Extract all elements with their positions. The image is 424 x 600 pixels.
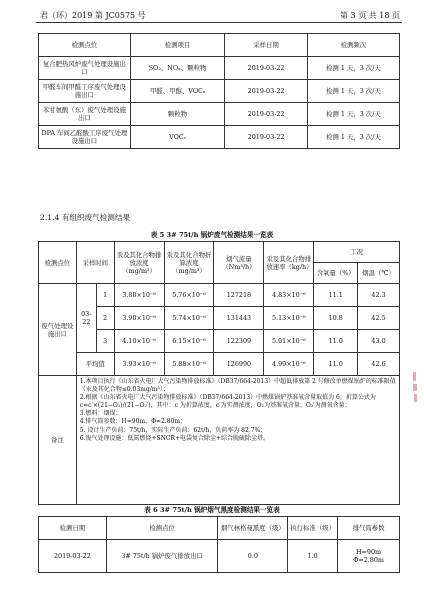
cell-site: 废气处理设施出口 <box>39 284 77 376</box>
th-condition: 工况 <box>314 242 400 263</box>
cell-date: 2019-03-22 <box>225 103 307 126</box>
th-stack-params: 排气筒参数 <box>338 517 400 540</box>
cell-oxygen: 11.0 <box>314 353 358 376</box>
cell-date: 03-22 <box>76 284 96 353</box>
cell-frequency: 检测 1 天，3 次/天 <box>307 57 399 80</box>
cell-flow: 126990 <box>214 353 264 376</box>
page-number: 第 3 页 共 18 页 <box>340 11 400 20</box>
cell-flow: 131443 <box>214 307 264 330</box>
report-number: 君（环）2019 第 JC0575 号 <box>40 11 146 20</box>
cell-site: 3# 75t/h 锅炉废气排放出口 <box>106 540 218 573</box>
table-row <box>39 126 400 149</box>
cell-emission-conc: 3.80×10⁻⁶ <box>114 284 164 307</box>
cell-emission-conc: 3.93×10⁻⁶ <box>114 353 164 376</box>
table-row <box>39 103 400 126</box>
cell-emission-rate: 5.01×10⁻⁶ <box>264 330 314 353</box>
cell-average-label: 平均值 <box>76 353 114 376</box>
table-row <box>39 540 400 573</box>
boiler-emission-table <box>38 241 400 505</box>
seal-mark-icon <box>412 372 420 402</box>
cell-date: 2019-03-22 <box>225 126 307 149</box>
cell-standard: 1.0 <box>288 540 338 573</box>
table6-caption: 表 6 3# 75t/h 锅炉烟气黑度检测结果一览表 <box>144 506 280 514</box>
stack-height: H=90m <box>355 548 382 556</box>
cell-site: 甲醛车间甲醛工序废气处理设施出口 <box>39 80 131 103</box>
remark-notes <box>76 376 399 505</box>
th-blackness: 烟气林格曼黑度（级） <box>218 517 288 540</box>
cell-emission-rate: 4.83×10⁻⁶ <box>264 284 314 307</box>
th-standard: 执行标准（级） <box>288 517 338 540</box>
cell-oxygen: 10.8 <box>314 307 358 330</box>
th-frequency: 检测频次 <box>307 34 399 57</box>
table-row <box>39 284 400 307</box>
th-temperature: 烟温（℃） <box>358 263 400 284</box>
cell-oxygen: 11.0 <box>314 330 358 353</box>
th-converted-conc: 汞及其化合物折算浓度（mg/m³） <box>164 242 214 284</box>
th-site: 检测点位 <box>106 517 218 540</box>
table-row <box>39 80 400 103</box>
th-oxygen: 含氧量（%） <box>314 263 358 284</box>
th-date: 检测日期 <box>39 517 107 540</box>
average-row <box>39 353 400 376</box>
table5-caption: 表 5 3# 75t/h 锅炉废气检测结果一览表 <box>150 231 274 239</box>
cell-temperature: 42.3 <box>358 284 400 307</box>
note-line: 1.本项目执行《山东省火电厂大气污染物排放标准》（DB37/664-2013）中超低排放第 2 号修改单燃煤锅炉的标准限值（汞及其化合物≤0.03mg/m³）； <box>79 378 396 394</box>
th-emission-conc: 汞及其化合物排放浓度（mg/m³） <box>114 242 164 284</box>
cell-site: 复合肥热风炉废气处理设施出口 <box>39 57 131 80</box>
note-line: 4.排气筒参数：H=90m，Φ=2.80m； <box>79 418 187 426</box>
cell-converted-conc: 5.88×10⁻⁶ <box>164 353 214 376</box>
cell-item: 颗粒物 <box>130 103 225 126</box>
cell-temperature: 42.5 <box>358 307 400 330</box>
cell-blackness: 0.0 <box>218 540 288 573</box>
cell-index: 2 <box>96 307 114 330</box>
cell-converted-conc: 6.15×10⁻⁶ <box>164 330 214 353</box>
table-row <box>39 57 400 80</box>
section-title: 2.1.4 有组织废气检测结果 <box>40 213 131 222</box>
cell-emission-rate: 5.13×10⁻⁶ <box>264 307 314 330</box>
cell-index: 1 <box>96 284 114 307</box>
cell-emission-rate: 4.99×10⁻⁶ <box>264 353 314 376</box>
note-line: 6.废气处理设施：低氮燃烧+SNCR+电袋复合除尘+综合脱硫除尘塔。 <box>79 434 270 442</box>
cell-site: 苯甘氨酸（东）废气处理设施出口 <box>39 103 131 126</box>
th-emission-rate: 汞及其化合物排放速率（kg/h） <box>264 242 314 284</box>
cell-date: 2019-03-22 <box>225 80 307 103</box>
cell-flow: 122309 <box>214 330 264 353</box>
monitoring-items-table <box>38 33 400 149</box>
note-line: 2.根据《山东省火电厂大气污染物排放标准》（DB37/664-2013）中燃煤锅炉基准氧含量取值为 6，折算公式为 c=c′×(21−O₂)/(21−O₂′)，其中：c 为折算浓度，c′为实测浓度，O₂为基准氧含量，O₂′为测氧含量； <box>79 394 376 410</box>
cell-date: 2019-03-22 <box>225 57 307 80</box>
cell-stack-params <box>338 540 400 573</box>
note-line: 5. 设计生产负荷：75t/h，实际生产负荷：62t/h，负荷率为 82.7%； <box>79 426 267 434</box>
cell-item: 甲醛、甲醇、VOCₛ <box>130 80 225 103</box>
cell-temperature: 43.0 <box>358 330 400 353</box>
note-line: 3.燃料：烟煤； <box>79 410 122 418</box>
cell-converted-conc: 5.74×10⁻⁶ <box>164 307 214 330</box>
th-date: 采样日期 <box>225 34 307 57</box>
th-item: 检测项目 <box>130 34 225 57</box>
cell-temperature: 42.6 <box>358 353 400 376</box>
th-site: 检测点位 <box>39 34 131 57</box>
cell-emission-conc: 4.10×10⁻⁶ <box>114 330 164 353</box>
cell-index: 3 <box>96 330 114 353</box>
cell-site: DPA 车间乙醛酸工序废气处理设施出口 <box>39 126 131 149</box>
stack-diameter: Φ=2.80m <box>353 556 384 564</box>
remark-label: 备注 <box>39 376 77 505</box>
cell-oxygen: 11.1 <box>314 284 358 307</box>
th-site: 检测点位 <box>39 242 77 284</box>
cell-item: VOCₛ <box>130 126 225 149</box>
cell-item: SO₂、NOₓ、颗粒物 <box>130 57 225 80</box>
smoke-blackness-table <box>38 516 400 573</box>
cell-frequency: 检测 1 天，3 次/天 <box>307 80 399 103</box>
header-rule <box>36 22 402 23</box>
th-sampling-time: 采样时间 <box>76 242 114 284</box>
cell-emission-conc: 3.90×10⁻⁶ <box>114 307 164 330</box>
th-flow: 烟气流量（Nm³/h） <box>214 242 264 284</box>
cell-flow: 127218 <box>214 284 264 307</box>
cell-date: 2019-03-22 <box>39 540 107 573</box>
cell-converted-conc: 5.76×10⁻⁶ <box>164 284 214 307</box>
cell-frequency: 检测 1 天，3 次/天 <box>307 126 399 149</box>
cell-frequency: 检测 1 天，3 次/天 <box>307 103 399 126</box>
